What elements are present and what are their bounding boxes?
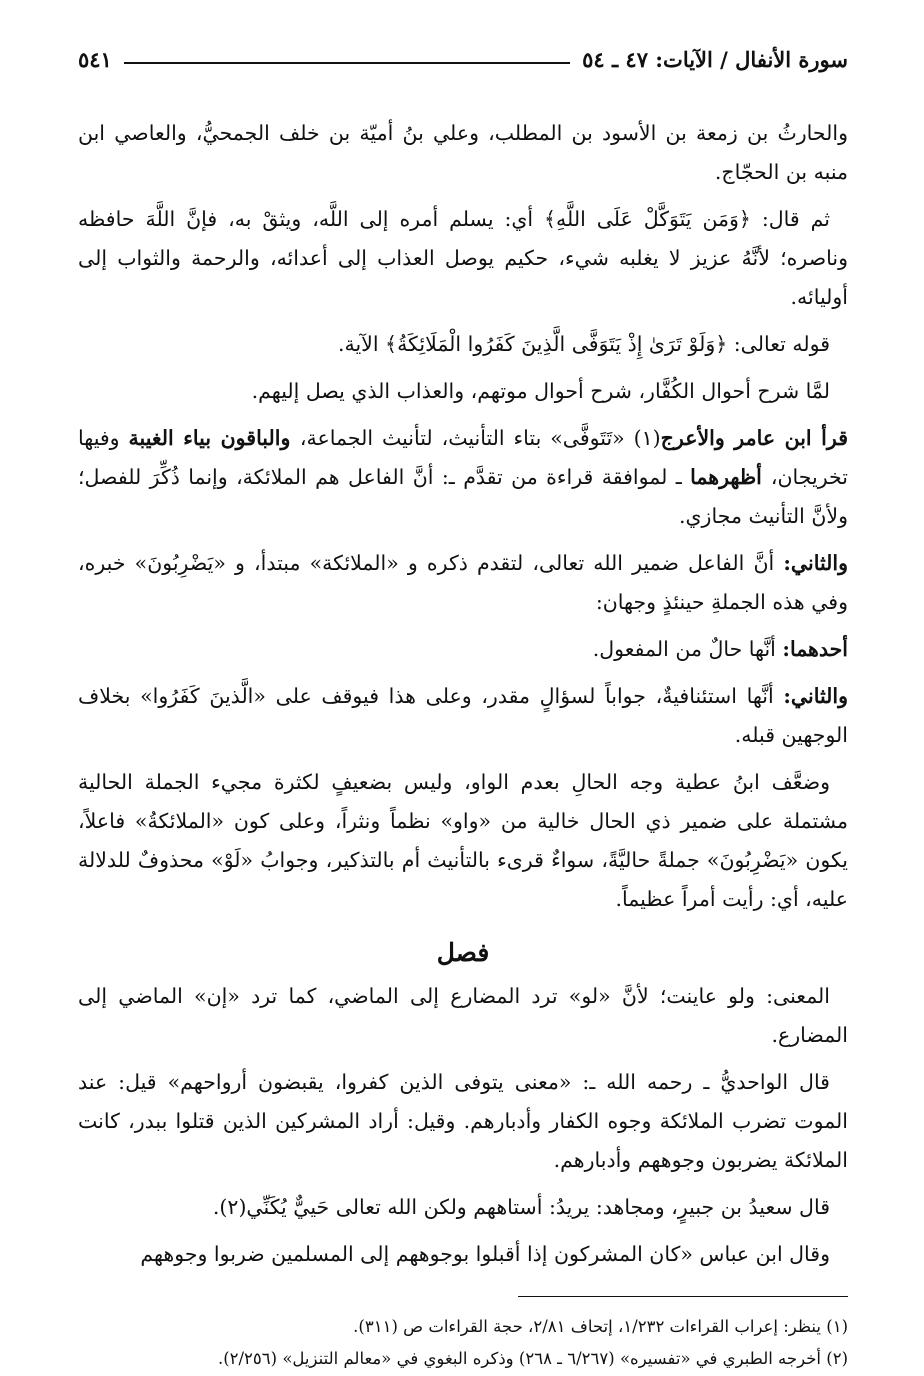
paragraph-second (78, 544, 848, 622)
paragraph: وقال ابن عباس «كان المشركون إذا أقبلوا بوجوههم إلى المسلمين ضربوا وجوههم (140, 1242, 830, 1266)
footnote: (١) ينظر: إعراب القراءات ١/٢٣٢، إتحاف ٢/٨١، حجة القراءات ص (٣١١). (353, 1317, 848, 1336)
footnote: (٢) أخرجه الطبري في «تفسيره» (٦/٢٦٧ ـ ٢٦٨) وذكره البغوي في «معالم التنزيل» (٢/٢٥٦). (217, 1349, 848, 1368)
paragraph-text: أنَّها استئنافيةٌ، جواباً لسؤالٍ مقدر، وعلى هذا فيوقف على «الَّذينَ كَفَرُوا» بخلاف الوجهين قبله. (78, 684, 848, 747)
running-title: سورة الأنفال / الآيات: ٤٧ ـ ٥٤ (582, 47, 848, 72)
paragraph-first-aspect (78, 630, 848, 669)
paragraph: وضعَّف ابنُ عطية وجه الحالِ بعدم الواو، وليس بضعيفٍ لكثرة مجيء الجملة الحالية مشتملة على ضمير ذي الحال خالية من «واو» نظماً ونثراً، وعلى كون «الملائكةُ» فاعلاً، يكون «يَضْرِبُونَ» جملةً حاليَّةً، سواءٌ قرىء بالتأنيث أم بالتذكير، وجوابُ «لَوْ» محذوفٌ للدلالة عليه، أي: رأيت أمراً عظيماً. (78, 770, 848, 911)
footnote-rule (518, 1296, 848, 1297)
section-heading: فصل (436, 938, 490, 967)
paragraph: قوله تعالى: ﴿وَلَوْ تَرَىٰ إِذْ يَتَوَفَّى الَّذِينَ كَفَرُوا الْمَلَائِكَةُ﴾ الآية. (337, 332, 830, 356)
header-rule (124, 62, 570, 64)
paragraph-text: (١) «تَتَوفَّى» بتاء التأنيث، لتأنيث الجماعة، (299, 426, 661, 450)
footnotes (78, 1311, 848, 1375)
paragraph: قال الواحديُّ ـ رحمه الله ـ: «معنى يتوفى الذين كفروا، يقبضون أرواحهم» قيل: عند الموت تضرب الملائكة وجوه الكفار وأدبارهم. وقيل: أراد المشركين الذين قتلوا ببدر، كانت الملائكة يضربون وجوههم وأدبارهم. (78, 1070, 848, 1172)
paragraph: ثم قال: ﴿وَمَن يَتَوَكَّلْ عَلَى اللَّهِ﴾ أي: يسلم أمره إلى اللَّه، ويثقْ به، فإنَّ اللَّهَ حافظه وناصره؛ لأنَّهُ عزيز لا يغلبه شيء، حكيم يوصل العذاب إلى أعدائه، والرحمة والثواب إلى أوليائه. (78, 207, 848, 309)
bold-phrase: والثاني: (783, 551, 848, 575)
book-page (78, 38, 848, 1375)
paragraph-text: ـ لموافقة قراءة من تقدَّم ـ: أنَّ الفاعل هم الملائكة، وإنما ذُكِّرَ للفصل؛ ولأنَّ التأنيث مجازي. (78, 465, 848, 528)
paragraph: قال سعيدُ بن جبيرٍ، ومجاهد: يريدُ: أستاههم ولكن الله تعالى حَييٌّ يُكَنِّي(٢). (212, 1195, 830, 1219)
paragraph-readings (78, 419, 848, 536)
paragraph-text: وفيها تخريجان، (78, 426, 848, 489)
bold-phrase: والباقون بياء الغيبة (128, 426, 300, 450)
paragraph: والحارثُ بن زمعة بن الأسود بن المطلب، وعلي بنُ أميّة بن خلف الجمحيُّ، والعاصي ابن منبه بن الحجّاج. (78, 121, 848, 184)
paragraph-text: أنَّ الفاعل ضمير الله تعالى، لتقدم ذكره و «الملائكة» مبتدأ، و «يَضْرِبُونَ» خبره، وفي هذه الجملةِ حينئذٍ وجهان: (78, 551, 848, 614)
bold-phrase: أحدهما: (782, 637, 848, 661)
page-number: ٥٤١ (78, 47, 112, 72)
paragraph: المعنى: ولو عاينت؛ لأنَّ «لو» ترد المضارع إلى الماضي، كما ترد «إن» الماضي إلى المضارع. (78, 984, 848, 1047)
bold-phrase: والثاني: (783, 684, 848, 708)
paragraph: لمَّا شرح أحوال الكُفَّار، شرح أحوال موتهم، والعذاب الذي يصل إليهم. (251, 379, 830, 403)
paragraph-text: أنَّها حالٌ من المفعول. (592, 637, 783, 661)
running-header (78, 38, 848, 72)
body-text (78, 114, 848, 1274)
bold-phrase: أظهرهما (690, 465, 771, 489)
bold-phrase: قرأ ابن عامر والأعرج (660, 426, 848, 450)
paragraph-second-aspect (78, 677, 848, 755)
